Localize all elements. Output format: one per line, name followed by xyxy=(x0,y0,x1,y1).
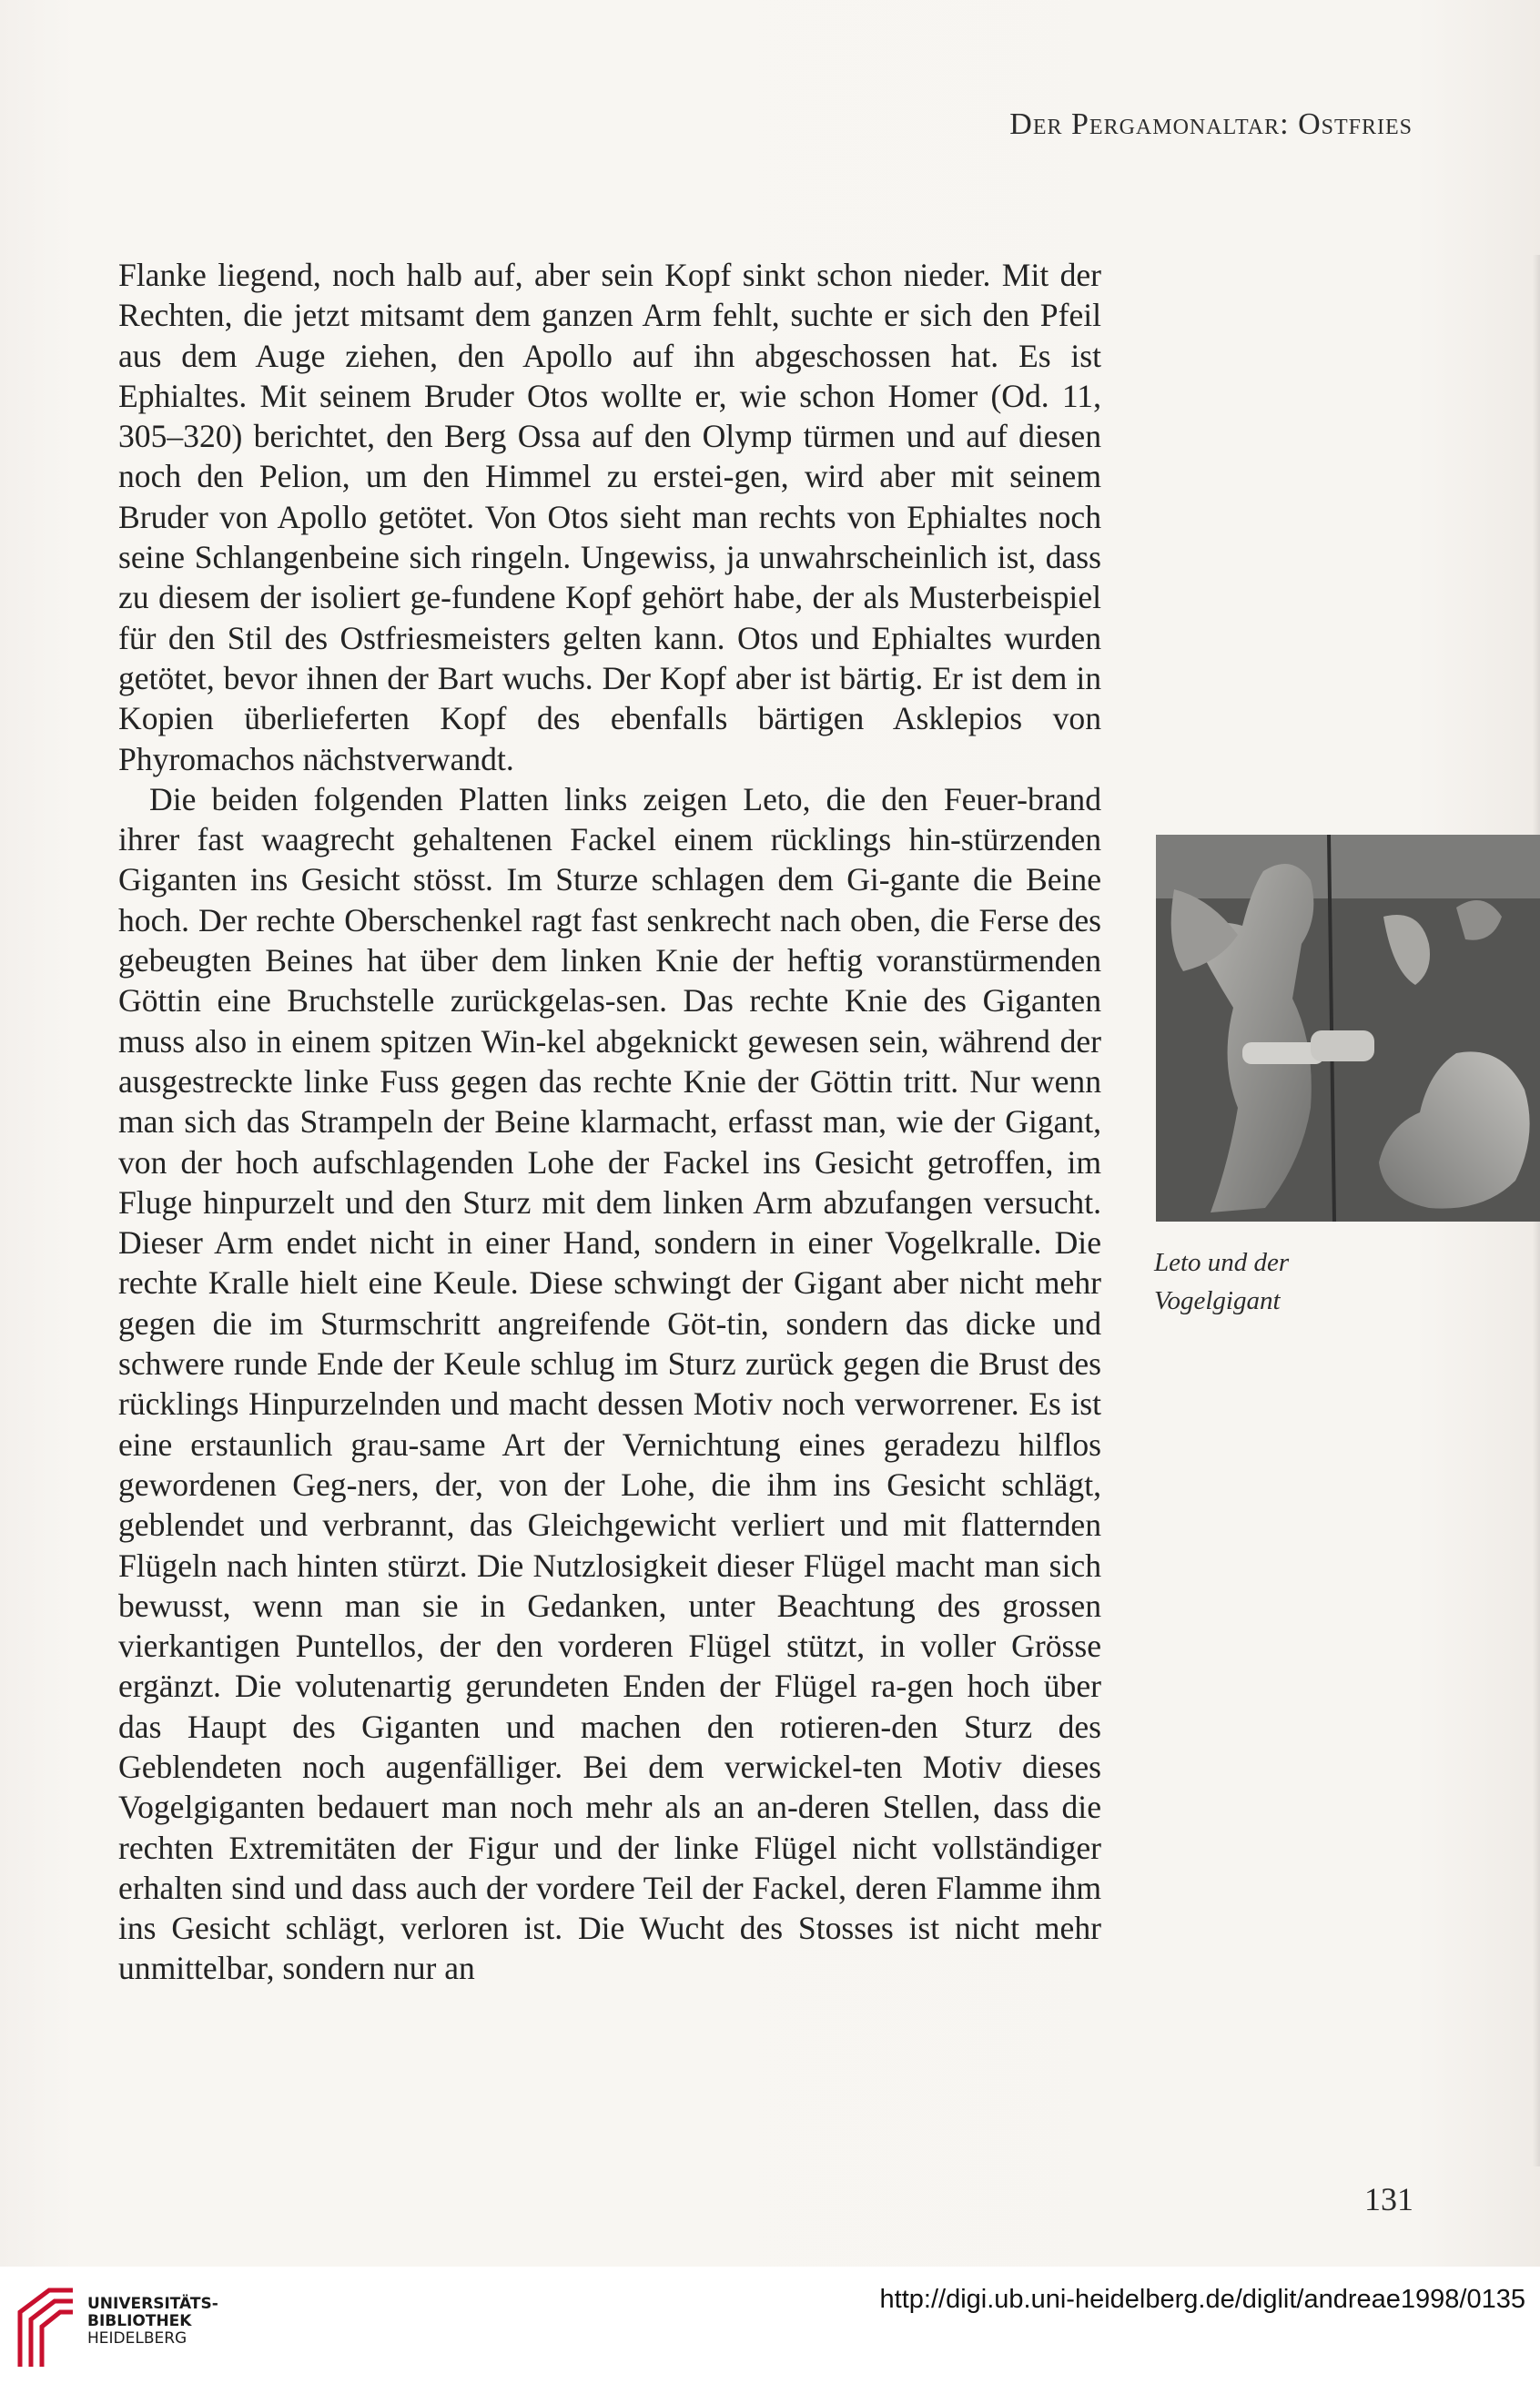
caption-line: Leto und der xyxy=(1154,1248,1290,1277)
library-logo-icon xyxy=(13,2285,80,2369)
library-line: UNIVERSITÄTS- xyxy=(87,2295,218,2313)
paragraph: Die beiden folgenden Platten links zeigen Leto, die den Feuer-brand ihrer fast waagrecht gehaltenen Fackel einem rücklings hin-stürzenden Giganten ins Gesicht stösst. Im Sturze schlagen dem Gi-gante die Beine hoch. Der rechte Oberschenkel ragt fast senkrecht nach oben, die Ferse des gebeugten Beines hat über dem linken Knie der heftig voranstürmenden Göttin eine Bruchstelle zurückgelas-sen. Das rechte Knie des Giganten muss also in einem spitzen Win-kel abgeknickt gewesen sein, während der ausgestreckte linke Fuss gegen das rechte Knie der Göttin tritt. Nur wenn man sich das Strampeln der Beine klarmacht, erfasst man, wie der Gigant, von der hoch aufschlagenden Lohe der Fackel ins Gesicht getroffen, im Fluge hinpurzelt und den Sturz mit dem linken Arm abzufangen versucht. Dieser Arm endet nicht in einer Hand, sondern in einer Vogelkralle. Die rechte Kralle hielt eine Keule. Diese schwingt der Gigant aber nicht mehr gegen die im Sturmschritt angreifende Göt-tin, sondern das dicke und schwere runde Ende der Keule schlug im Sturz zurück gegen die Brust des rücklings Hinpurzelnden und macht dessen Motiv noch verworrener. Es ist eine erstaunlich grau-same Art der Vernichtung eines geradezu hilflos gewordenen Geg-ners, der, von der Lohe, die ihm ins Gesicht schlägt, geblendet und verbrannt, das Gleichgewicht verliert und mit flatternden Flügeln nach hinten stürzt. Die Nutzlosigkeit dieser Flügel macht man sich bewusst, wenn man sie in Gedanken, unter Beachtung des grossen vierkantigen Puntellos, der den vorderen Flügel stützt, in voller Grösse ergänzt. Die volutenartig gerundeten Enden der Flügel ra-gen hoch über das Haupt des Giganten und machen den rotieren-den Sturz des Geblendeten noch augenfälliger. Bei dem verwickel-ten Motiv dieses Vogelgiganten bedauert man noch mehr als an an-deren Stellen, dass die rechten Extremitäten der Figur und der linke Flügel nicht vollständiger erhalten sind und dass auch der vordere Teil der Fackel, deren Flamme ihm ins Gesicht schlägt, verloren ist. Die Wucht des Stosses ist nicht mehr unmittelbar, sondern nur an xyxy=(118,780,1101,1987)
source-url-link[interactable]: http://digi.ub.uni-heidelberg.de/diglit/andreae1998/0135 xyxy=(879,2285,1525,2314)
library-line: HEIDELBERG xyxy=(87,2329,187,2348)
caption-line: Vogelgigant xyxy=(1154,1286,1281,1315)
relief-photo xyxy=(1156,835,1540,1222)
figure-caption xyxy=(1154,1243,1382,1320)
page-number: 131 xyxy=(1364,2181,1413,2217)
body-text xyxy=(118,255,1101,1989)
relief-photo-icon xyxy=(1156,835,1540,1222)
running-title: Der Pergamonaltar: Ostfries xyxy=(1009,107,1413,141)
library-line: BIBLIOTHEK xyxy=(87,2312,192,2330)
library-name xyxy=(87,2296,218,2348)
paragraph: Flanke liegend, noch halb auf, aber sein Kopf sinkt schon nieder. Mit der Rechten, die jetzt mitsamt dem ganzen Arm fehlt, suchte er sich den Pfeil aus dem Auge ziehen, den Apollo auf ihn abgeschossen hat. Es ist Ephialtes. Mit seinem Bruder Otos wollte er, wie schon Homer (Od. 11, 305–320) berichtet, den Berg Ossa auf den Olymp türmen und auf diesen noch den Pelion, um den Himmel zu erstei-gen, wird aber mit seinem Bruder von Apollo getötet. Von Otos sieht man rechts von Ephialtes noch seine Schlangenbeine sich ringeln. Ungewiss, ja unwahrscheinlich ist, dass zu diesem der isoliert ge-fundene Kopf gehört habe, der als Musterbeispiel für den Stil des Ostfriesmeisters gelten kann. Otos und Ephialtes wurden getötet, bevor ihnen der Bart wuchs. Der Kopf aber ist bärtig. Er ist dem in Kopien überlieferten Kopf des ebenfalls bärtigen Asklepios von Phyromachos nächstverwandt. xyxy=(118,257,1101,777)
